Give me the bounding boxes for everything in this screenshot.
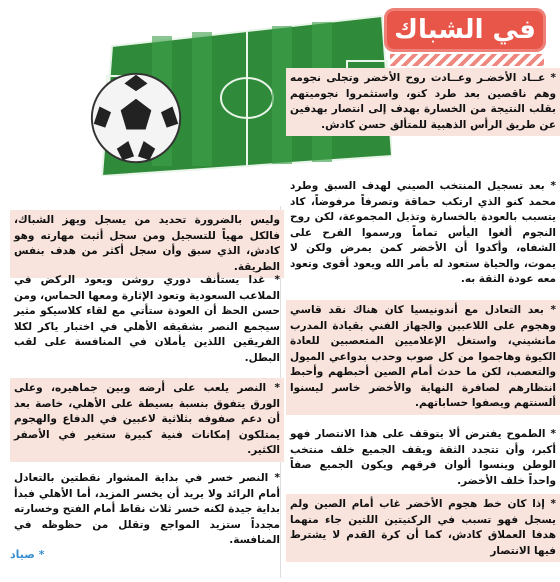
paragraph-1: * عــاد الأخضـر وعــادت روح الأخضر وتجلى نجومه وهم ناقصين بعد طرد كنو، واستثمروا نجوميتهم بقلب النتيجة من الخسارة بهدف إلى انتصار بهدفين عن طريق الرأس الذهبية للمتألق حسن كادش. [286, 68, 560, 136]
paragraph-7: * غدا يستأنف دوري روشن ويعود الركض في الملاعب السعودية وتعود الإثارة ومعها الحماس، ومن حسن الحظ أن العودة ستأتي مع لقاء كلاسيكو مثير سيجمع النصر بشقيقه الأهلي في اختبار ياكر لكلا الفريقين اللذين يأملان في المنافسة على لقب البطل. [14, 274, 280, 364]
column-title: في الشباك [384, 8, 546, 52]
paragraph-3: * بعد التعادل مع أندونيسيا كان هناك نقد قاسي وهجوم على اللاعبين والجهاز الفني بقيادة المدرب مانشيني، واستغل الإعلاميين المتعصبين للعادة الكيوة وهاجموا من كل صوب وحدب بدواعي الميول والتعصب، لكن ما حدث أمام الصين أحبطهم وأحبط انتظارهم لصافرة النهاية والأخضر خاسر ليسنوا ألسنتهم ويصفوا حساباتهم. [286, 300, 560, 415]
football-icon [88, 70, 184, 166]
author-signature: * صياد [10, 548, 45, 561]
paragraph-2: * بعد تسجيل المنتخب الصيني لهدف السبق وطرد محمد كنو الذي ارتكب حماقة وتصرفاً مرفوضاً، كاد يتسبب بالعودة بالخسارة وتذيل المجموعة، لكن روح النجوم ألغوا اليأس تماماً ورسموا الفرح على الشفاه، وأكدوا أن الأخضر كمن يمرض ولكن لا يموت، والحياة ستعود له بأمر الله ويعود أقوى وتعود معه عودة الثقة به. [290, 180, 556, 285]
paragraph-5: * إذا كان خط هجوم الأخضر غاب أمام الصين ولم يسجل فهو تسبب في الركنيتين اللتين جاء منهما هدفا العملاق كادش، كما أن كرة القدم لا يشترط فيها الانتصار [286, 494, 560, 562]
title-decoration [390, 54, 544, 66]
paragraph-6: وليس بالضرورة تحديد من يسجل ويهز الشباك، فالكل مهياً للتسجيل ومن سجل أثبت مهارته وهو كادش، الذي سبق وأن سجل أكثر من هدف بنفس الطريقة. [10, 210, 284, 278]
paragraph-9: * النصر خسر في بداية المشوار نقطتين بالتعادل أمام الرائد ولا يريد أن يخسر المزيد، أما الأهلي فبدأ بداية جيدة لكنه خسر ثلاث نقاط أمام الفتح وخسارته مجدداً ستزيد المواجع وتقلل من حظوظه في المنافسة. [14, 472, 280, 546]
paragraph-4: * الطموح يفترض ألا يتوقف على هذا الانتصار فهو أكبر، وأن تتجدد الثقة ويقف الجميع خلف منتخب الوطن وينسوا ألوان فرقهم ويكون الجميع صفاً واحداً خلف الأخضر. [290, 428, 556, 487]
paragraph-8: * النصر يلعب على أرضه وبين جماهيره، وعلى الورق يتفوق بنسبة بسيطة على الأهلي، خاصة بعد أن دعم صفوفه بثلاثية لاعبين في الدفاع والهجوم يمتلكون إمكانات فنية كبيرة ستغير في الأصفر الكثير. [10, 378, 284, 462]
